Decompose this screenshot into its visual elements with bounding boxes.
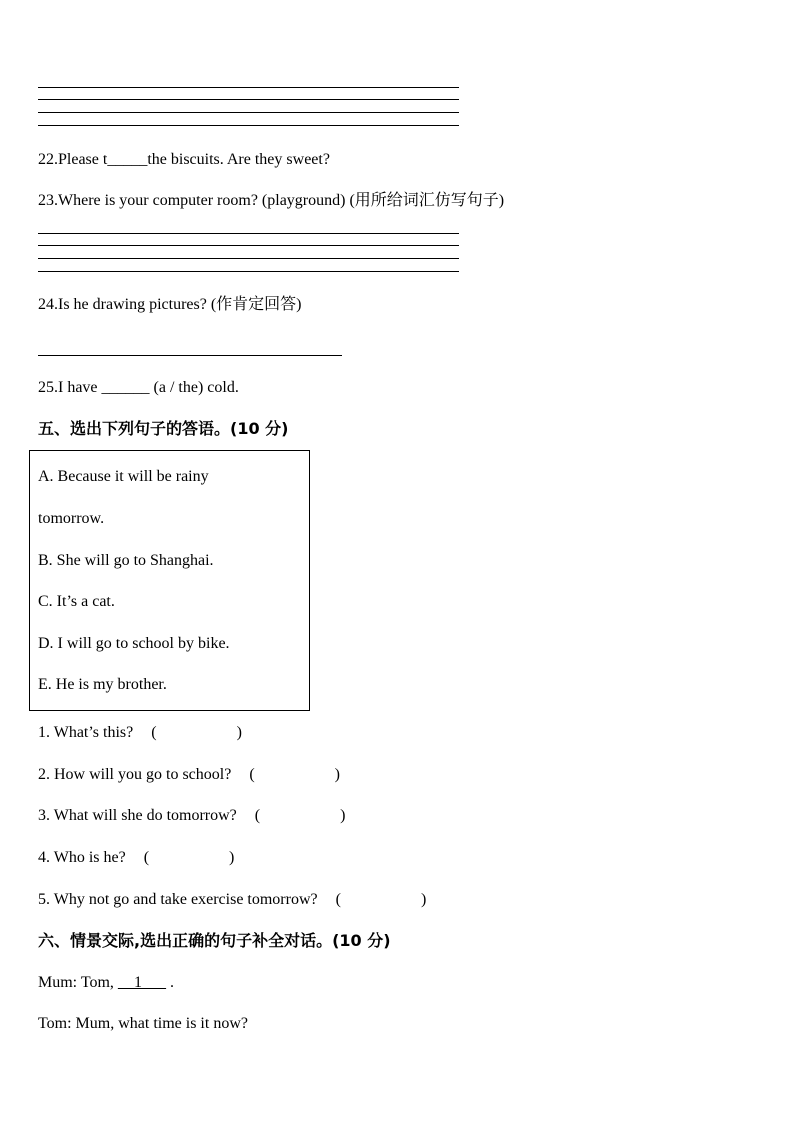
- answer-line: [38, 87, 459, 88]
- answer-paren-close: ): [420, 891, 427, 908]
- match-question-text: 4. Who is he?: [38, 849, 126, 866]
- answer-paren-close: ): [236, 724, 242, 741]
- question-24: 24.Is he drawing pictures? (作肯定回答): [38, 296, 302, 313]
- question-22: 22.Please t_____the biscuits. Are they sweet?: [38, 151, 330, 168]
- match-question-3: [38, 808, 345, 824]
- answer-paren-close: ): [229, 849, 235, 866]
- option-c: C. It’s a cat.: [38, 593, 115, 610]
- answer-paren-close: ): [340, 807, 346, 824]
- dialogue-speaker-text: Mum: Tom,: [38, 974, 118, 991]
- option-b: B. She will go to Shanghai.: [38, 552, 214, 569]
- answer-line: [38, 112, 459, 113]
- option-a: A. Because it will be rainy: [38, 468, 209, 485]
- answer-line: [38, 355, 342, 356]
- match-question-text: 5. Why not go and take exercise tomorrow?: [38, 891, 318, 908]
- answer-line: [38, 125, 459, 126]
- answer-paren-close: ): [334, 766, 340, 783]
- match-question-text: 1. What’s this?: [38, 724, 134, 741]
- answer-line: [38, 271, 459, 272]
- answer-line: [38, 99, 459, 100]
- option-e: E. He is my brother.: [38, 676, 167, 693]
- answer-line: [38, 245, 459, 246]
- section-5-heading: 五、选出下列句子的答语。(10 分): [38, 419, 289, 438]
- match-question-text: 2. How will you go to school?: [38, 766, 232, 783]
- answer-paren-open: (: [249, 766, 255, 783]
- question-23: 23.Where is your computer room? (playground) (用所给词汇仿写句子): [38, 192, 505, 209]
- answer-paren-open: (: [254, 807, 261, 824]
- match-question-2: [38, 767, 340, 783]
- answer-paren-open: (: [143, 849, 150, 866]
- match-question-4: [38, 850, 234, 866]
- dialogue-blank: __1___: [117, 974, 166, 991]
- options-box: [29, 450, 310, 711]
- match-question-1: [38, 725, 242, 741]
- section-6-heading: 六、情景交际,选出正确的句子补全对话。(10 分): [38, 931, 391, 950]
- match-question-5: [38, 892, 426, 908]
- match-question-text: 3. What will she do tomorrow?: [38, 807, 237, 824]
- dialogue-line-2: Tom: Mum, what time is it now?: [38, 1015, 248, 1032]
- answer-line: [38, 258, 459, 259]
- answer-line: [38, 233, 459, 234]
- dialogue-line-1: [38, 975, 174, 991]
- dialogue-line-end: .: [165, 974, 174, 991]
- option-d: D. I will go to school by bike.: [38, 635, 230, 652]
- question-25: 25.I have ______ (a / the) cold.: [38, 379, 239, 396]
- answer-paren-open: (: [151, 724, 157, 741]
- answer-paren-open: (: [335, 891, 341, 908]
- option-a-cont: tomorrow.: [38, 510, 105, 527]
